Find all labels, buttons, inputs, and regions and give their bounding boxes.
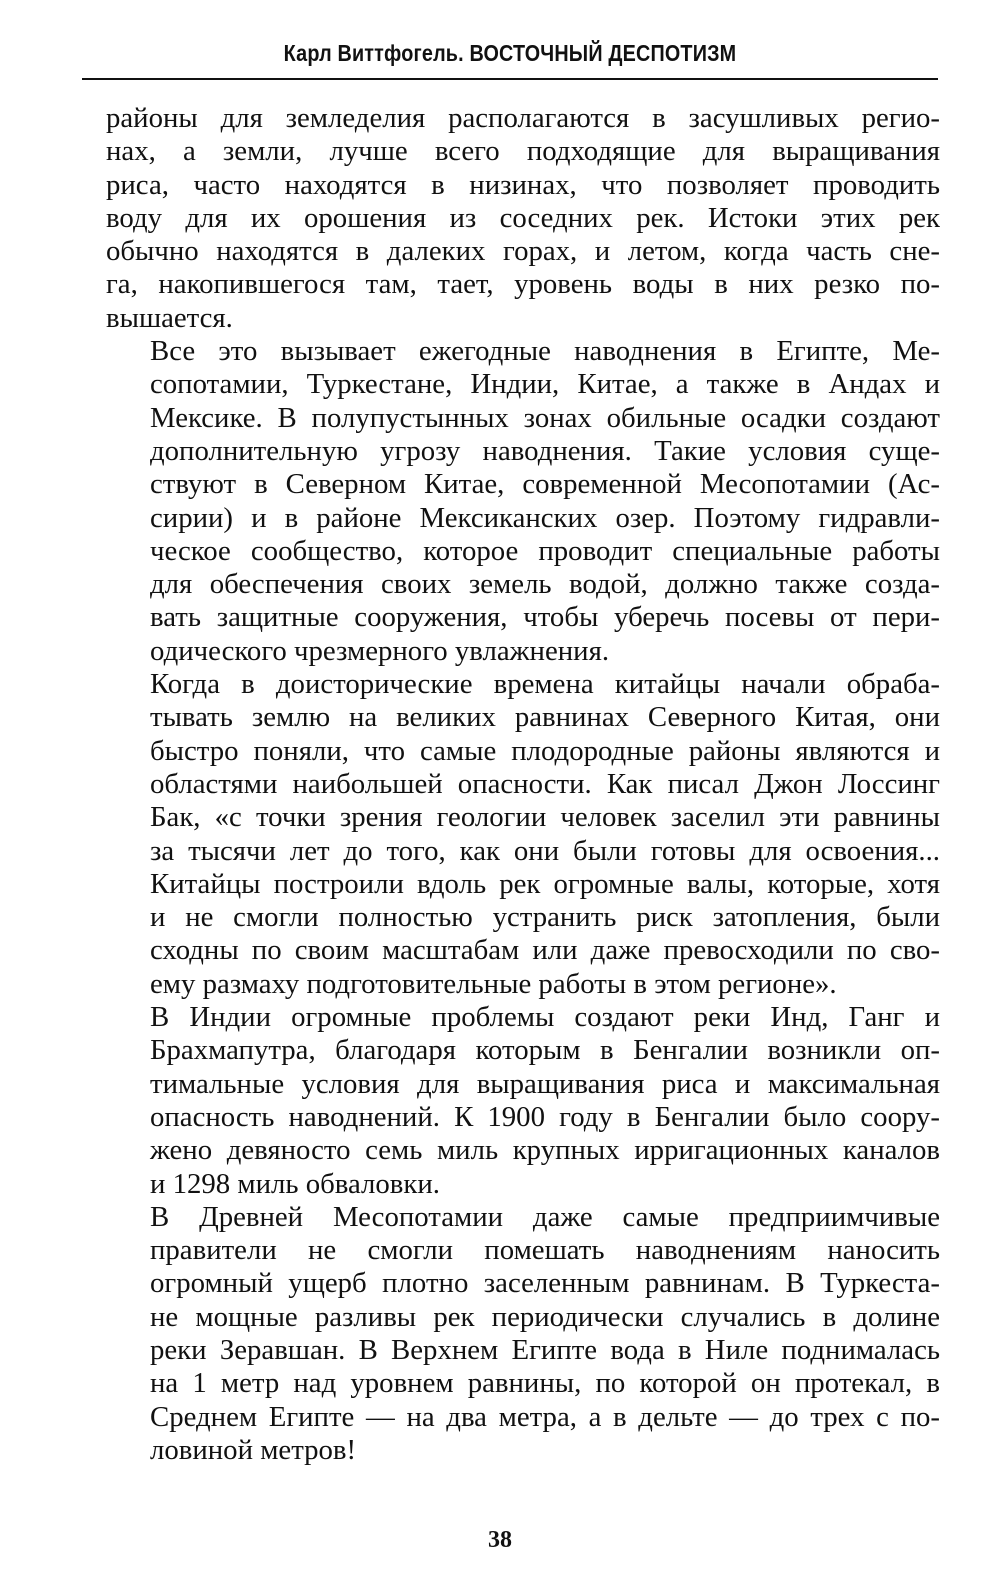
text-line: Китайцы построили вдоль рек огромные валы, которые, хотя — [150, 867, 940, 900]
page-number: 38 — [488, 1527, 512, 1553]
text-line: Все это вызывает ежегодные наводнения в Египте, Ме- — [150, 335, 940, 368]
text-line: Брахмапутра, благодаря которым в Бенгалии возникли оп- — [150, 1034, 940, 1067]
text-line: В Индии огромные проблемы создают реки Инд, Ганг и — [150, 1001, 940, 1034]
text-line: одического чрезмерного увлажнения. — [150, 634, 610, 667]
text-line: ему размаху подготовительные работы в этом регионе». — [150, 967, 837, 1000]
text-line: опасность наводнений. К 1900 году в Бенгалии было соору- — [150, 1100, 940, 1133]
header-rule — [82, 78, 938, 80]
text-line: реки Зеравшан. В Верхнем Египте вода в Ниле поднималась — [150, 1333, 940, 1366]
text-line: Среднем Египте — на два метра, а в дельте — до трех с по- — [150, 1400, 940, 1433]
paragraph — [106, 102, 940, 335]
text-line: жено девяносто семь миль крупных ирригационных каналов — [150, 1134, 940, 1167]
text-line: правители не смогли помешать наводнениям наносить — [150, 1234, 940, 1267]
text-line: воду для их орошения из соседних рек. Истоки этих рек — [106, 201, 940, 234]
text-line: для обеспечения своих земель водой, должно также созда- — [150, 568, 940, 601]
text-line: вать защитные сооружения, чтобы уберечь посевы от пери- — [150, 601, 940, 634]
paragraph — [106, 335, 940, 668]
text-line: обычно находятся в далеких горах, и летом, когда часть сне- — [106, 235, 940, 268]
text-line: тимальные условия для выращивания риса и максимальная — [150, 1067, 940, 1100]
text-line: огромный ущерб плотно заселенным равнинам. В Туркеста- — [150, 1267, 940, 1300]
text-line: нах, а земли, лучше всего подходящие для выращивания — [106, 135, 940, 168]
text-line: областями наибольшей опасности. Как писал Джон Лоссинг — [150, 767, 940, 800]
text-line: Бак, «с точки зрения геологии человек заселил эти равнины — [150, 801, 940, 834]
text-line: ствуют в Северном Китае, современной Месопотамии (Ас- — [150, 468, 940, 501]
text-line: тывать землю на великих равнинах Северного Китая, они — [150, 701, 940, 734]
paragraph — [106, 1001, 940, 1201]
paragraph — [106, 1201, 940, 1467]
text-line: за тысячи лет до того, как они были готовы для освоения... — [150, 834, 940, 867]
body-text — [106, 102, 940, 1467]
text-line: и не смогли полностью устранить риск затопления, были — [150, 901, 940, 934]
text-line: ческое сообщество, которое проводит специальные работы — [150, 534, 940, 567]
text-line: вышается. — [106, 301, 233, 334]
text-line: сопотамии, Туркестане, Индии, Китае, а также в Андах и — [150, 368, 940, 401]
paragraph — [106, 668, 940, 1001]
text-line: ловиной метров! — [150, 1433, 357, 1466]
text-line: быстро поняли, что самые плодородные районы являются и — [150, 734, 940, 767]
text-line: не мощные разливы рек периодически случались в долине — [150, 1300, 940, 1333]
text-line: В Древней Месопотамии даже самые предприимчивые — [150, 1200, 940, 1233]
text-line: Когда в доисторические времена китайцы начали обраба- — [150, 668, 940, 701]
text-line: районы для земледелия располагаются в засушливых регио- — [106, 102, 940, 134]
text-line: и 1298 миль обваловки. — [150, 1167, 441, 1200]
text-line: на 1 метр над уровнем равнины, по которой он протекал, в — [150, 1367, 940, 1400]
text-line: сходны по своим масштабам или даже превосходили по сво- — [150, 934, 940, 967]
text-line: га, накопившегося там, тает, уровень воды в них резко по- — [106, 268, 940, 301]
text-line: риса, часто находятся в низинах, что позволяет проводить — [106, 168, 940, 201]
text-line: дополнительную угрозу наводнения. Такие условия суще- — [150, 434, 940, 467]
text-line: сирии) и в районе Мексиканских озер. Поэтому гидравли- — [150, 501, 940, 534]
text-line: Мексике. В полупустынных зонах обильные осадки создают — [150, 401, 940, 434]
running-header: Карл Виттфогель. ВОСТОЧНЫЙ ДЕСПОТИЗМ — [283, 40, 737, 66]
